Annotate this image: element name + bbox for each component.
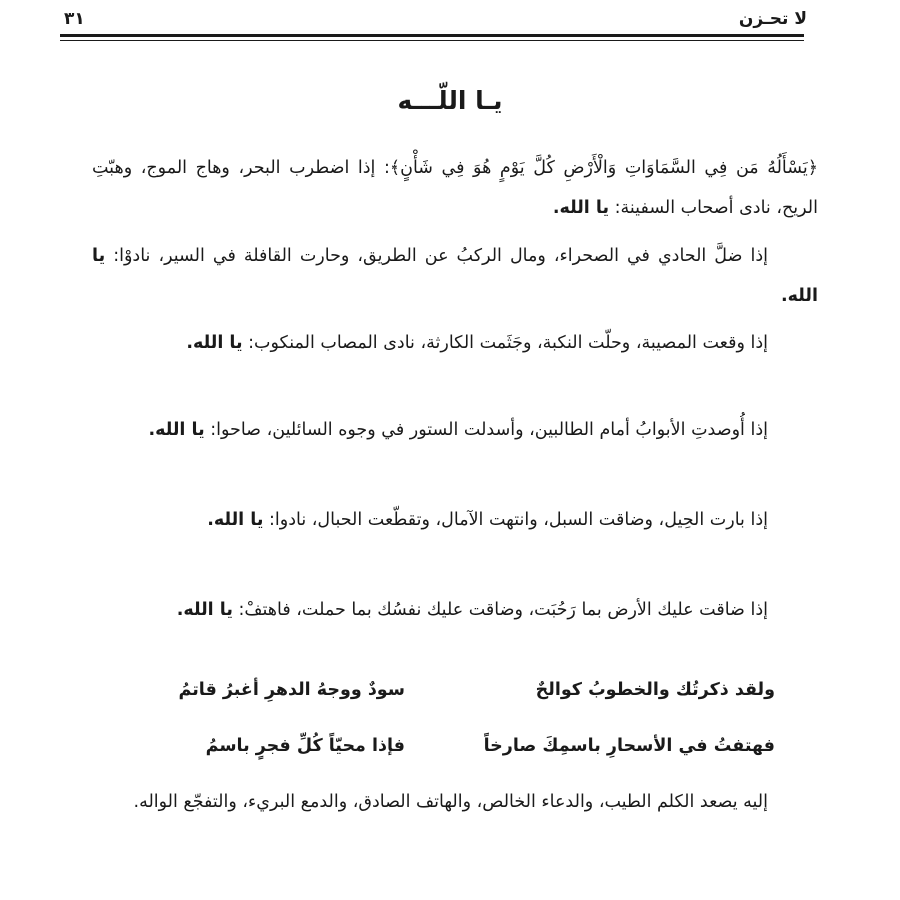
header-rule-thick [60,34,804,37]
paragraph-text: إذا ضاقت عليك الأرض بما رَحُبَت، وضاقت عليك نفسُك بما حملت، فاهتفْ: [238,600,768,620]
paragraph-6 [92,590,818,630]
call-ya-allah: يا الله. [92,246,818,306]
poem-line-1-first-hemistich: ولقد ذكرتُك والخطوبُ كوالحٌ [535,680,775,700]
header-rule-thin [60,40,804,41]
paragraph-2 [92,236,818,316]
poem-line-1-second-hemistich: سودٌ ووجهُ الدهرِ أغبرُ قاتمُ [178,680,405,700]
page-number: ٣١ [64,9,85,29]
call-ya-allah: يا الله. [148,420,205,440]
paragraph-3 [92,323,818,363]
paragraph-text: ﴿يَسْأَلُهُ مَن فِي السَّمَاوَاتِ وَالْأَرْضِ كُلَّ يَوْمٍ هُوَ فِي شَأْنٍ﴾: إذا اضطرب البحر، وهاج الموج، وهبّتِ الريح، نادى أصحاب السفينة: [92,158,818,218]
call-ya-allah: يا الله. [207,510,264,530]
paragraph-text: إذا بارت الحِيل، وضاقت السبل، وانتهت الآمال، وتقطّعت الحبال، نادوا: [268,510,768,530]
paragraph-4 [92,410,818,450]
poem-line-2-first-hemistich: فهتفتُ في الأسحارِ باسمِكَ صارخاً [483,736,775,756]
call-ya-allah: يا الله. [186,333,243,353]
running-header-title: لا تحـزن [738,9,807,29]
paragraph-1 [92,148,818,228]
call-ya-allah: يا الله. [552,198,610,218]
paragraph-text: إذا أُوصدتِ الأبوابُ أمام الطالبين، وأسدلت الستور في وجوه السائلين، صاحوا: [210,420,768,440]
poem-line-2-second-hemistich: فإذا محيّاً كُلِّ فجرٍ باسمُ [205,736,405,756]
call-ya-allah: يا الله. [176,600,233,620]
paragraph-text: إليه يصعد الكلم الطيب، والدعاء الخالص، والهاتف الصادق، والدمع البريء، والتفجّع الواله. [133,792,768,812]
paragraph-text: إذا ضلَّ الحادي في الصحراء، ومال الركبُ عن الطريق، وحارت القافلة في السير، نادوْا: [113,246,768,266]
paragraph-5 [92,500,818,540]
paragraph-text: إذا وقعت المصيبة، وحلّت النكبة، وجَثَمت الكارثة، نادى المصاب المنكوب: [248,333,768,353]
chapter-title: يـا اللّـــه [397,86,503,115]
paragraph-7 [92,782,818,822]
